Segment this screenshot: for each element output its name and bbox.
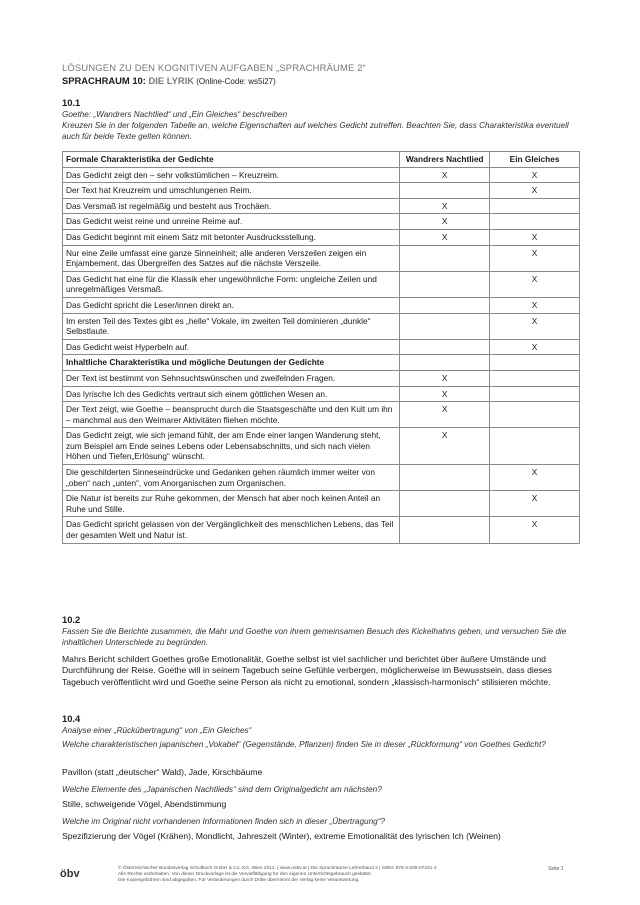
mark-wandrers-nachtlied: X	[400, 167, 490, 183]
characteristic-text: Das lyrische Ich des Gedichts vertraut sich einem göttlichen Wesen an.	[63, 386, 400, 402]
table-row	[63, 198, 580, 214]
characteristic-text: Nur eine Zeile umfasst eine ganze Sinneinheit; alle anderen Verszeilen zeigen ein Enjambement, das Übergreifen des Satzes auf die nächste Verszeile.	[63, 245, 400, 271]
subheader-empty-cell	[490, 355, 580, 371]
characteristics-table	[62, 151, 580, 544]
copyright-notice	[118, 866, 518, 884]
exercise-10-4-answer-2: Stille, schweigende Vögel, Abendstimmung	[62, 799, 227, 809]
mark-wandrers-nachtlied	[400, 245, 490, 271]
document-header: LÖSUNGEN ZU DEN KOGNITIVEN AUFGABEN „SPRACHRÄUME 2“	[62, 62, 366, 73]
section-title-main: SPRACHRAUM 10:	[62, 75, 149, 86]
mark-ein-gleiches: X	[490, 245, 580, 271]
mark-ein-gleiches: X	[490, 339, 580, 355]
table-row	[63, 339, 580, 355]
exercise-10-1-title: Goethe: „Wandrers Nachtlied“ und „Ein Gleiches“ beschreiben	[62, 110, 288, 119]
table-body	[63, 167, 580, 543]
mark-ein-gleiches	[490, 370, 580, 386]
mark-ein-gleiches: X	[490, 229, 580, 245]
column-header-ein-gleiches: Ein Gleiches	[490, 152, 580, 168]
exercise-10-4-title: Analyse einer „Rückübertragung“ von „Ein Gleiches“	[62, 726, 252, 735]
mark-ein-gleiches	[490, 402, 580, 428]
column-header-characteristics: Formale Charakteristika der Gedichte	[63, 152, 400, 168]
characteristic-text: Das Gedicht zeigt den – sehr volkstümlichen – Kreuzreim.	[63, 167, 400, 183]
exercise-number-10-1: 10.1	[62, 97, 81, 108]
table-header-row	[63, 152, 580, 168]
exercise-10-4-question-2: Welche Elemente des „Japanischen Nachtlieds“ sind dem Originalgedicht am nächsten?	[62, 785, 382, 794]
characteristic-text: Das Gedicht hat eine für die Klassik eher ungewöhnliche Form: ungleiche Zeilen und unregelmäßiges Versmaß.	[63, 271, 400, 297]
mark-wandrers-nachtlied	[400, 183, 490, 199]
table-row	[63, 245, 580, 271]
exercise-10-4-answer-1: Pavillon (statt „deutscher“ Wald), Jade, Kirschbäume	[62, 767, 263, 777]
table-row	[63, 402, 580, 428]
table-row	[63, 428, 580, 465]
mark-ein-gleiches	[490, 386, 580, 402]
copyright-line-3: Die Kopiergebühren sind abgegolten. Für Veränderungen durch Dritte übernimmt der Verlag keine Verantwortung.	[118, 878, 360, 883]
mark-ein-gleiches: X	[490, 183, 580, 199]
exercise-10-2-answer: Mahrs Bericht schildert Goethes große Emotionalität, Goethe selbst ist viel sachlicher und berichtet über äußere Umstände und Durchführung der Reise. Goethe will in seinem Tagebuch seine Gefühle verbergen, möglicherweise im Bewusstsein, dass dieses Tagebuch veröffentlicht wird und Goethe seine Person als nicht zu emotional, sondern „klassisch-harmonisch“ stilisieren möchte.	[62, 654, 552, 687]
characteristic-text: Die Natur ist bereits zur Ruhe gekommen, der Mensch hat aber noch keinen Anteil an Ruhe und Stille.	[63, 491, 400, 517]
characteristic-text: Das Gedicht zeigt, wie sich jemand fühlt, der am Ende einer langen Wanderung steht, zum Beispiel am Ende seines Lebens oder Lebensabschnitts, und sich nach vielen Höhen und Tiefen„Erlösung“ wünscht.	[63, 428, 400, 465]
mark-wandrers-nachtlied: X	[400, 370, 490, 386]
copyright-line-1: © Österreichischer Bundesverlag Schulbuch GmbH & Co. KG, Wien 2012. | www.oebv.at | Die Sprachräume Lehrerband 2 | ISBN: 978-3-209-07221-4	[118, 866, 437, 871]
mark-wandrers-nachtlied: X	[400, 386, 490, 402]
publisher-logo	[60, 868, 80, 880]
mark-ein-gleiches: X	[490, 313, 580, 339]
online-code: (Online-Code: ws5i27)	[193, 77, 276, 86]
characteristic-text: Das Gedicht spricht gelassen von der Vergänglichkeit des menschlichen Lebens, das Teil der gesamten Welt und Natur ist.	[63, 517, 400, 543]
mark-ein-gleiches: X	[490, 465, 580, 491]
mark-wandrers-nachtlied: X	[400, 214, 490, 230]
mark-ein-gleiches: X	[490, 271, 580, 297]
characteristic-text: Das Versmaß ist regelmäßig und besteht aus Trochäen.	[63, 198, 400, 214]
mark-wandrers-nachtlied	[400, 313, 490, 339]
exercise-10-4-answer-3: Spezifizierung der Vögel (Krähen), Mondlicht, Jahreszeit (Winter), extreme Emotionalität des lyrischen Ich (Weinen)	[62, 831, 501, 841]
mark-wandrers-nachtlied	[400, 517, 490, 543]
table-row	[63, 491, 580, 517]
table-row	[63, 370, 580, 386]
mark-wandrers-nachtlied	[400, 465, 490, 491]
characteristic-text: Die geschilderten Sinneseindrücke und Gedanken gehen räumlich immer weiter von „oben“ nach „unten“, vom Anorganischen zum Organischen.	[63, 465, 400, 491]
table-row	[63, 517, 580, 543]
exercise-10-4-question-1: Welche charakteristischen japanischen „Vokabel“ (Gegenstände, Pflanzen) finden Sie in dieser „Rückformung“ von Goethes Gedicht?	[62, 740, 546, 749]
table-row	[63, 183, 580, 199]
mark-ein-gleiches	[490, 198, 580, 214]
table-subheader-row	[63, 355, 580, 371]
table-row	[63, 229, 580, 245]
mark-wandrers-nachtlied: X	[400, 198, 490, 214]
table-row	[63, 167, 580, 183]
exercise-10-1-instruction: Kreuzen Sie in der folgenden Tabelle an, welche Eigenschaften auf welches Gedicht zutreffen. Beachten Sie, dass Charakteristika eventuell auch für beide Texte gelten können.	[62, 121, 569, 141]
characteristic-text: Das Gedicht weist Hyperbeln auf.	[63, 339, 400, 355]
characteristic-text: Der Text ist bestimmt von Sehnsuchtswünschen und zweifelnden Fragen.	[63, 370, 400, 386]
table-row	[63, 271, 580, 297]
mark-ein-gleiches: X	[490, 491, 580, 517]
mark-wandrers-nachtlied	[400, 271, 490, 297]
mark-ein-gleiches	[490, 428, 580, 465]
mark-ein-gleiches	[490, 214, 580, 230]
mark-wandrers-nachtlied	[400, 297, 490, 313]
mark-wandrers-nachtlied	[400, 491, 490, 517]
table-row	[63, 214, 580, 230]
exercise-number-10-4: 10.4	[62, 713, 81, 724]
section-title	[62, 75, 276, 86]
mark-ein-gleiches: X	[490, 167, 580, 183]
mark-wandrers-nachtlied: X	[400, 229, 490, 245]
mark-ein-gleiches: X	[490, 297, 580, 313]
characteristic-text: Das Gedicht weist reine und unreine Reime auf.	[63, 214, 400, 230]
mark-wandrers-nachtlied: X	[400, 428, 490, 465]
mark-wandrers-nachtlied: X	[400, 402, 490, 428]
page-number: Seite 1	[548, 866, 564, 872]
table-row	[63, 386, 580, 402]
mark-wandrers-nachtlied	[400, 339, 490, 355]
characteristic-text: Der Text hat Kreuzreim und umschlungenen Reim.	[63, 183, 400, 199]
table-row	[63, 313, 580, 339]
exercise-10-2-instruction: Fassen Sie die Berichte zusammen, die Mahr und Goethe von ihrem gemeinsamen Besuch des Kickelhahns geben, und versuchen Sie die inhaltlichen Unterschiede zu begründen.	[62, 627, 567, 647]
characteristic-text: Im ersten Teil des Textes gibt es „helle“ Vokale, im zweiten Teil dominieren „dunkle“ Selbstlaute.	[63, 313, 400, 339]
table-row	[63, 297, 580, 313]
characteristic-text: Der Text zeigt, wie Goethe – beansprucht durch die Staatsgeschäfte und den Kult um ihn – manchmal aus den Weimarer Aktivitäten fliehen möchte.	[63, 402, 400, 428]
section-title-topic: DIE LYRIK	[148, 75, 194, 86]
publisher-logo-text: öbv	[60, 868, 80, 880]
subheader-content-characteristics: Inhaltliche Charakteristika und mögliche Deutungen der Gedichte	[63, 355, 400, 371]
mark-ein-gleiches: X	[490, 517, 580, 543]
table-row	[63, 465, 580, 491]
column-header-wandrers-nachtlied: Wandrers Nachtlied	[400, 152, 490, 168]
copyright-line-2: Alle Rechte vorbehalten. Von dieser Druckvorlage ist die Vervielfältigung für den eigenen Unterrichtsgebrauch gestattet.	[118, 872, 372, 877]
subheader-empty-cell	[400, 355, 490, 371]
characteristic-text: Das Gedicht spricht die Leser/innen direkt an.	[63, 297, 400, 313]
characteristic-text: Das Gedicht beginnt mit einem Satz mit betonter Ausdrucksstellung.	[63, 229, 400, 245]
exercise-10-4-question-3: Welche im Original nicht vorhandenen Informationen finden sich in dieser „Übertragung“?	[62, 817, 385, 826]
exercise-number-10-2: 10.2	[62, 614, 81, 625]
